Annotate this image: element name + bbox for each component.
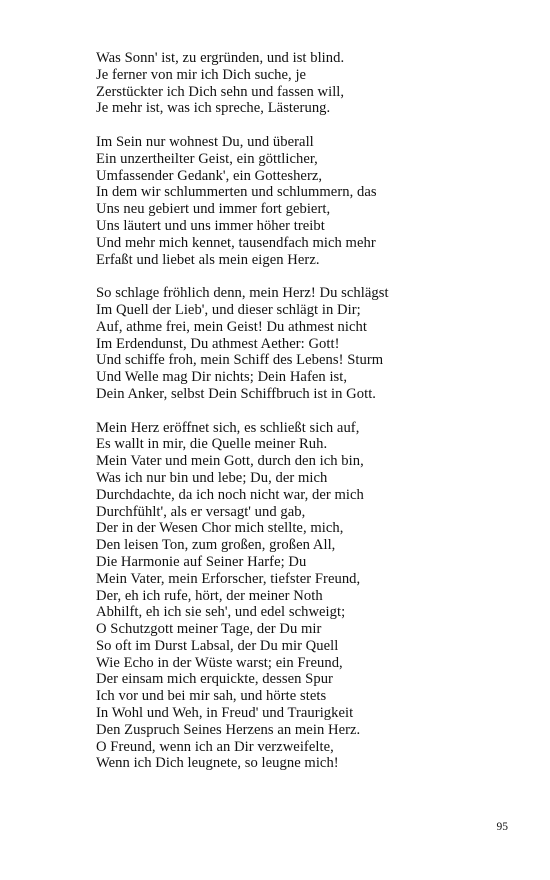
poem-line: Je mehr ist, was ich spreche, Lästerung. (96, 100, 331, 117)
poem-line: Und Welle mag Dir nichts; Dein Hafen ist, (96, 369, 348, 386)
poem-line: Mein Herz eröffnet sich, es schließt sich auf, (96, 419, 360, 436)
poem-line: Den leisen Ton, zum großen, großen All, (96, 537, 336, 554)
stanza (96, 134, 516, 268)
poem-line: Mein Vater, mein Erforscher, tiefster Freund, (96, 570, 361, 587)
poem-line: Durchdachte, da ich noch nicht war, der mich (96, 486, 364, 503)
poem-line: Im Sein nur wohnest Du, und überall (96, 133, 314, 150)
poem-line: O Schutzgott meiner Tage, der Du mir (96, 621, 322, 638)
poem-line: Der einsam mich erquickte, dessen Spur (96, 671, 333, 688)
stanza (96, 50, 516, 117)
poem-line: Umfassender Gedank', ein Gottesherz, (96, 167, 323, 184)
poem-line: Je ferner von mir ich Dich suche, je (96, 66, 307, 83)
poem-text (96, 50, 516, 772)
poem-line: Die Harmonie auf Seiner Harfe; Du (96, 553, 307, 570)
poem-line: Ein unzertheilter Geist, ein göttlicher, (96, 150, 318, 167)
poem-line: Der, eh ich rufe, hört, der meiner Noth (96, 587, 323, 604)
poem-line: Der in der Wesen Chor mich stellte, mich, (96, 520, 344, 537)
poem-line: Es wallt in mir, die Quelle meiner Ruh. (96, 436, 328, 453)
poem-line: In Wohl und Weh, in Freud' und Traurigkeit (96, 705, 354, 722)
poem-line: So oft im Durst Labsal, der Du mir Quell (96, 637, 339, 654)
poem-line: Uns neu gebiert und immer fort gebiert, (96, 201, 331, 218)
poem-line: Uns läutert und uns immer höher treibt (96, 217, 325, 234)
poem-line: Den Zuspruch Seines Herzens an mein Herz. (96, 721, 361, 738)
poem-line: Auf, athme frei, mein Geist! Du athmest nicht (96, 318, 367, 335)
poem-line: So schlage fröhlich denn, mein Herz! Du schlägst (96, 285, 389, 302)
poem-line: Ich vor und bei mir sah, und hörte stets (96, 688, 327, 705)
poem-line: Im Quell der Lieb', und dieser schlägt in Dir; (96, 301, 361, 318)
poem-line: O Freund, wenn ich an Dir verzweifelte, (96, 738, 334, 755)
poem-line: Abhilft, eh ich sie seh', und edel schweigt; (96, 604, 346, 621)
poem-line: Was Sonn' ist, zu ergründen, und ist blind. (96, 50, 345, 66)
poem-line: In dem wir schlummerten und schlummern, das (96, 184, 377, 201)
poem-line: Erfaßt und liebet als mein eigen Herz. (96, 251, 320, 268)
poem-line: Mein Vater und mein Gott, durch den ich bin, (96, 453, 364, 470)
poem-line: Wie Echo in der Wüste warst; ein Freund, (96, 654, 343, 671)
poem-line: Im Erdendunst, Du athmest Aether: Gott! (96, 335, 340, 352)
page-number: 95 (496, 821, 508, 833)
poem-line: Dein Anker, selbst Dein Schiffbruch ist in Gott. (96, 385, 377, 402)
poem-line: Wenn ich Dich leugnete, so leugne mich! (96, 755, 339, 772)
stanza (96, 420, 516, 773)
poem-line: Durchfühlt', als er versagt' und gab, (96, 503, 306, 520)
stanza (96, 285, 516, 403)
poem-line: Und schiffe froh, mein Schiff des Lebens! Sturm (96, 352, 384, 369)
poem-line: Zerstückter ich Dich sehn und fassen will, (96, 83, 345, 100)
poem-line: Was ich nur bin und lebe; Du, der mich (96, 469, 328, 486)
poem-line: Und mehr mich kennet, tausendfach mich mehr (96, 234, 376, 251)
